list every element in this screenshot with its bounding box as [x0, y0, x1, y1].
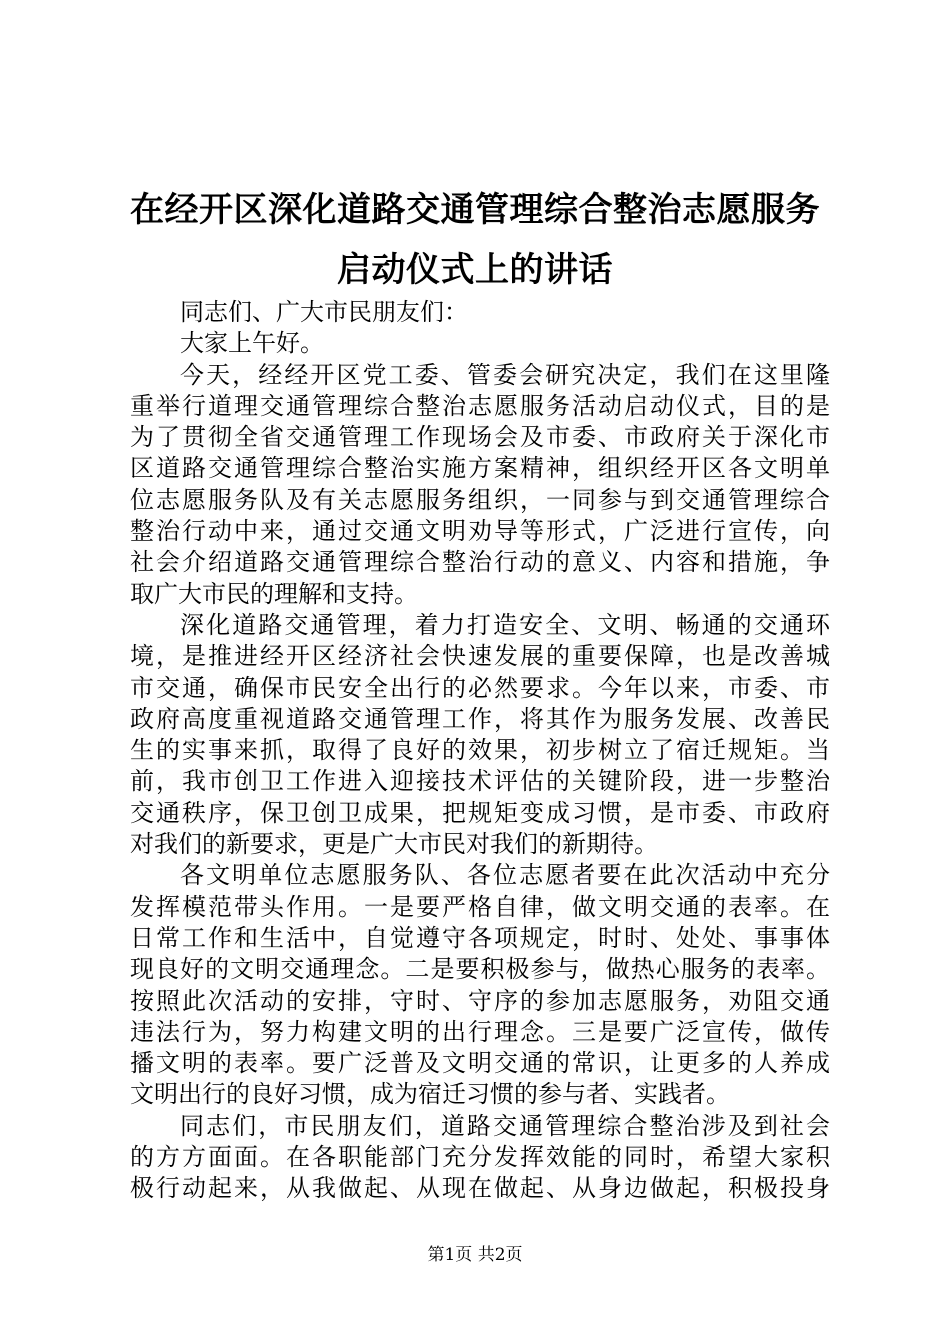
paragraph-line: 同志们，市民朋友们，道路交通管理综合整治涉及到社会 [180, 1111, 830, 1140]
paragraph-line: 现良好的文明交通理念。二是要积极参与，做热心服务的表率。 [130, 955, 830, 984]
paragraph-line: 今天，经经开区党工委、管委会研究决定，我们在这里隆 [180, 360, 830, 389]
paragraph-line: 按照此次活动的安排，守时、守序的参加志愿服务，劝阻交通 [130, 986, 830, 1015]
paragraph [130, 860, 830, 1110]
paragraph-line: 播文明的表率。要广泛普及文明交通的常识，让更多的人养成 [130, 1049, 830, 1078]
title-line-1: 在经开区深化道路交通管理综合整治志愿服务 [130, 190, 820, 230]
paragraph-line: 政府高度重视道路交通管理工作，将其作为服务发展、改善民 [130, 704, 830, 733]
paragraph-line: 前，我市创卫工作进入迎接技术评估的关键阶段，进一步整治 [130, 767, 830, 796]
paragraph-line: 深化道路交通管理，着力打造安全、文明、畅通的交通环 [180, 610, 830, 639]
paragraph-line: 发挥模范带头作用。一是要严格自律，做文明交通的表率。在 [130, 892, 830, 921]
page-footer: 第1页 共2页 [427, 1245, 523, 1265]
paragraph-line: 文明出行的良好习惯，成为宿迁习惯的参与者、实践者。 [130, 1080, 730, 1109]
paragraph-line: 对我们的新要求，更是广大市民对我们的新期待。 [130, 830, 658, 859]
paragraph-line: 极行动起来，从我做起、从现在做起、从身边做起，积极投身 [130, 1174, 830, 1203]
paragraph-line: 位志愿服务队及有关志愿服务组织，一同参与到交通管理综合 [130, 485, 830, 514]
paragraph-line: 境，是推进经开区经济社会快速发展的重要保障，也是改善城 [130, 642, 830, 671]
paragraph-line: 整治行动中来，通过交通文明劝导等形式，广泛进行宣传，向 [130, 517, 830, 546]
paragraph-line: 生的实事来抓，取得了良好的效果，初步树立了宿迁规矩。当 [130, 736, 830, 765]
paragraph-line: 日常工作和生活中，自觉遵守各项规定，时时、处处、事事体 [130, 923, 830, 952]
paragraph-line: 重举行道理交通管理综合整治志愿服务活动启动仪式，目的是 [130, 391, 830, 420]
paragraph [130, 1111, 830, 1205]
document-title [100, 180, 850, 300]
paragraph-line: 同志们、广大市民朋友们： [180, 298, 468, 326]
paragraph [130, 610, 830, 860]
document-body [130, 297, 830, 1205]
paragraph-line: 各文明单位志愿服务队、各位志愿者要在此次活动中充分 [180, 861, 830, 890]
title-line-2: 启动仪式上的讲话 [337, 250, 613, 290]
paragraph-line: 为了贯彻全省交通管理工作现场会及市委、市政府关于深化市 [130, 423, 830, 452]
paragraph [130, 360, 830, 610]
paragraph-line: 市交通，确保市民安全出行的必然要求。今年以来，市委、市 [130, 673, 830, 702]
paragraph-line: 大家上午好。 [180, 329, 324, 358]
paragraph-line: 社会介绍道路交通管理综合整治行动的意义、内容和措施，争 [130, 548, 830, 577]
paragraph-line: 的方方面面。在各职能部门充分发挥效能的同时，希望大家积 [130, 1143, 830, 1172]
paragraph-line: 违法行为，努力构建文明的出行理念。三是要广泛宣传，做传 [130, 1017, 830, 1046]
paragraph-line: 区道路交通管理综合整治实施方案精神，组织经开区各文明单 [130, 454, 830, 483]
paragraph-line: 取广大市民的理解和支持。 [130, 579, 418, 608]
paragraph [130, 328, 830, 359]
paragraph-line: 交通秩序，保卫创卫成果，把规矩变成习惯，是市委、市政府 [130, 798, 830, 827]
paragraph [130, 297, 830, 328]
